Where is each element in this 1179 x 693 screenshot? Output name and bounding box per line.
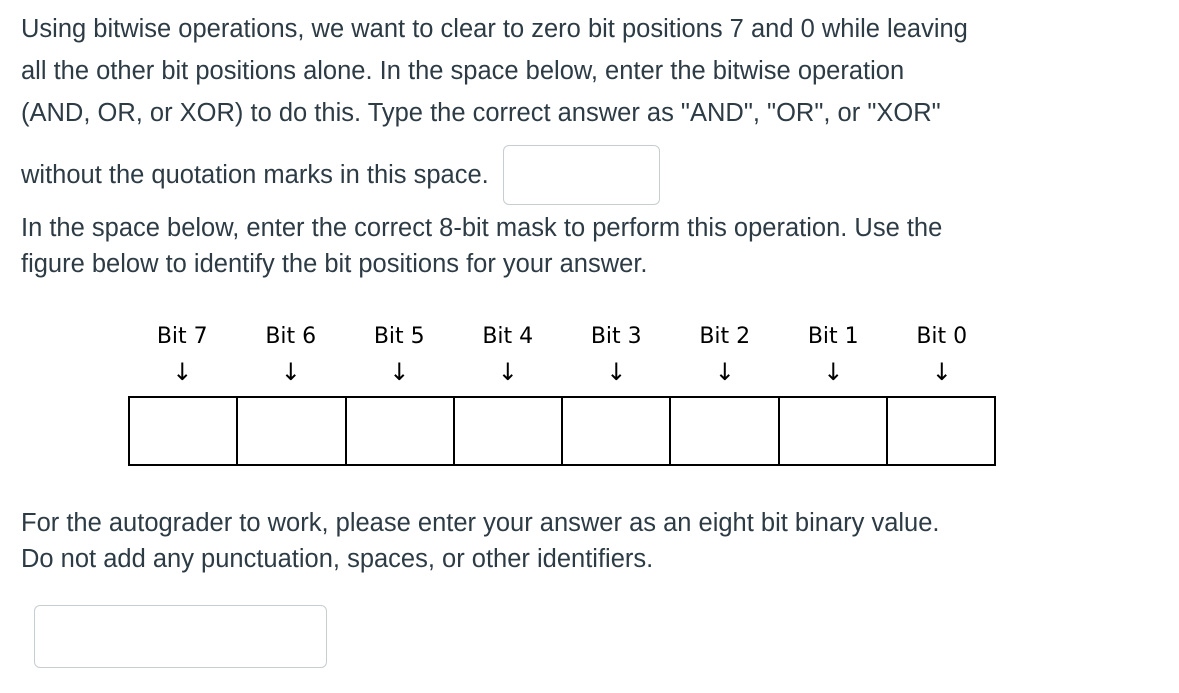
bit-label: Bit 2 xyxy=(699,324,751,349)
operation-question xyxy=(21,8,1151,206)
down-arrow-icon: ↓ xyxy=(931,358,952,386)
bit-label: Bit 7 xyxy=(156,324,208,349)
bit-cell-1 xyxy=(780,398,888,464)
bit-cell-4 xyxy=(455,398,563,464)
autograder-instructions xyxy=(21,505,1151,577)
bit-column-5 xyxy=(345,320,454,386)
bit-column-3 xyxy=(562,320,671,386)
bit-column-6 xyxy=(237,320,346,386)
question-text-line: without the quotation marks in this space. xyxy=(21,161,489,189)
bit-cell-5 xyxy=(347,398,455,464)
mask-question xyxy=(21,210,1151,282)
down-arrow-icon: ↓ xyxy=(606,358,627,386)
bit-label: Bit 3 xyxy=(590,324,642,349)
instruction-text-line: For the autograder to work, please enter your answer as an eight bit binary value. xyxy=(21,509,940,537)
down-arrow-icon: ↓ xyxy=(823,358,844,386)
down-arrow-icon: ↓ xyxy=(714,358,735,386)
down-arrow-icon: ↓ xyxy=(280,358,301,386)
question-text-line: Using bitwise operations, we want to clear to zero bit positions 7 and 0 while leaving xyxy=(21,15,968,43)
bit-column-4 xyxy=(454,320,563,386)
bit-position-figure xyxy=(128,320,996,468)
bit-cell-0 xyxy=(888,398,994,464)
bit-label: Bit 4 xyxy=(482,324,534,349)
bit-label: Bit 6 xyxy=(265,324,317,349)
question-text-line: figure below to identify the bit positions for your answer. xyxy=(21,250,648,278)
bit-column-1 xyxy=(779,320,888,386)
mask-answer-input[interactable] xyxy=(34,605,327,668)
bit-label: Bit 1 xyxy=(807,324,859,349)
bit-cell-7 xyxy=(130,398,238,464)
bit-label: Bit 5 xyxy=(373,324,425,349)
bit-cell-6 xyxy=(238,398,346,464)
down-arrow-icon: ↓ xyxy=(389,358,410,386)
question-text-line: (AND, OR, or XOR) to do this. Type the correct answer as "AND", "OR", or "XOR" xyxy=(21,99,941,127)
down-arrow-icon: ↓ xyxy=(172,358,193,386)
operation-answer-input[interactable] xyxy=(503,145,660,205)
instruction-text-line: Do not add any punctuation, spaces, or other identifiers. xyxy=(21,545,654,573)
down-arrow-icon: ↓ xyxy=(497,358,518,386)
bit-cells-row xyxy=(128,396,996,466)
bit-column-0 xyxy=(888,320,997,386)
question-text-line: In the space below, enter the correct 8-bit mask to perform this operation. Use the xyxy=(21,214,943,242)
bit-label: Bit 0 xyxy=(916,324,968,349)
bit-column-7 xyxy=(128,320,237,386)
question-text-line: all the other bit positions alone. In the space below, enter the bitwise operation xyxy=(21,57,905,85)
question-input-line xyxy=(21,144,1151,206)
bit-column-2 xyxy=(671,320,780,386)
bit-cell-2 xyxy=(671,398,779,464)
bit-cell-3 xyxy=(563,398,671,464)
bit-labels-row xyxy=(128,320,996,386)
